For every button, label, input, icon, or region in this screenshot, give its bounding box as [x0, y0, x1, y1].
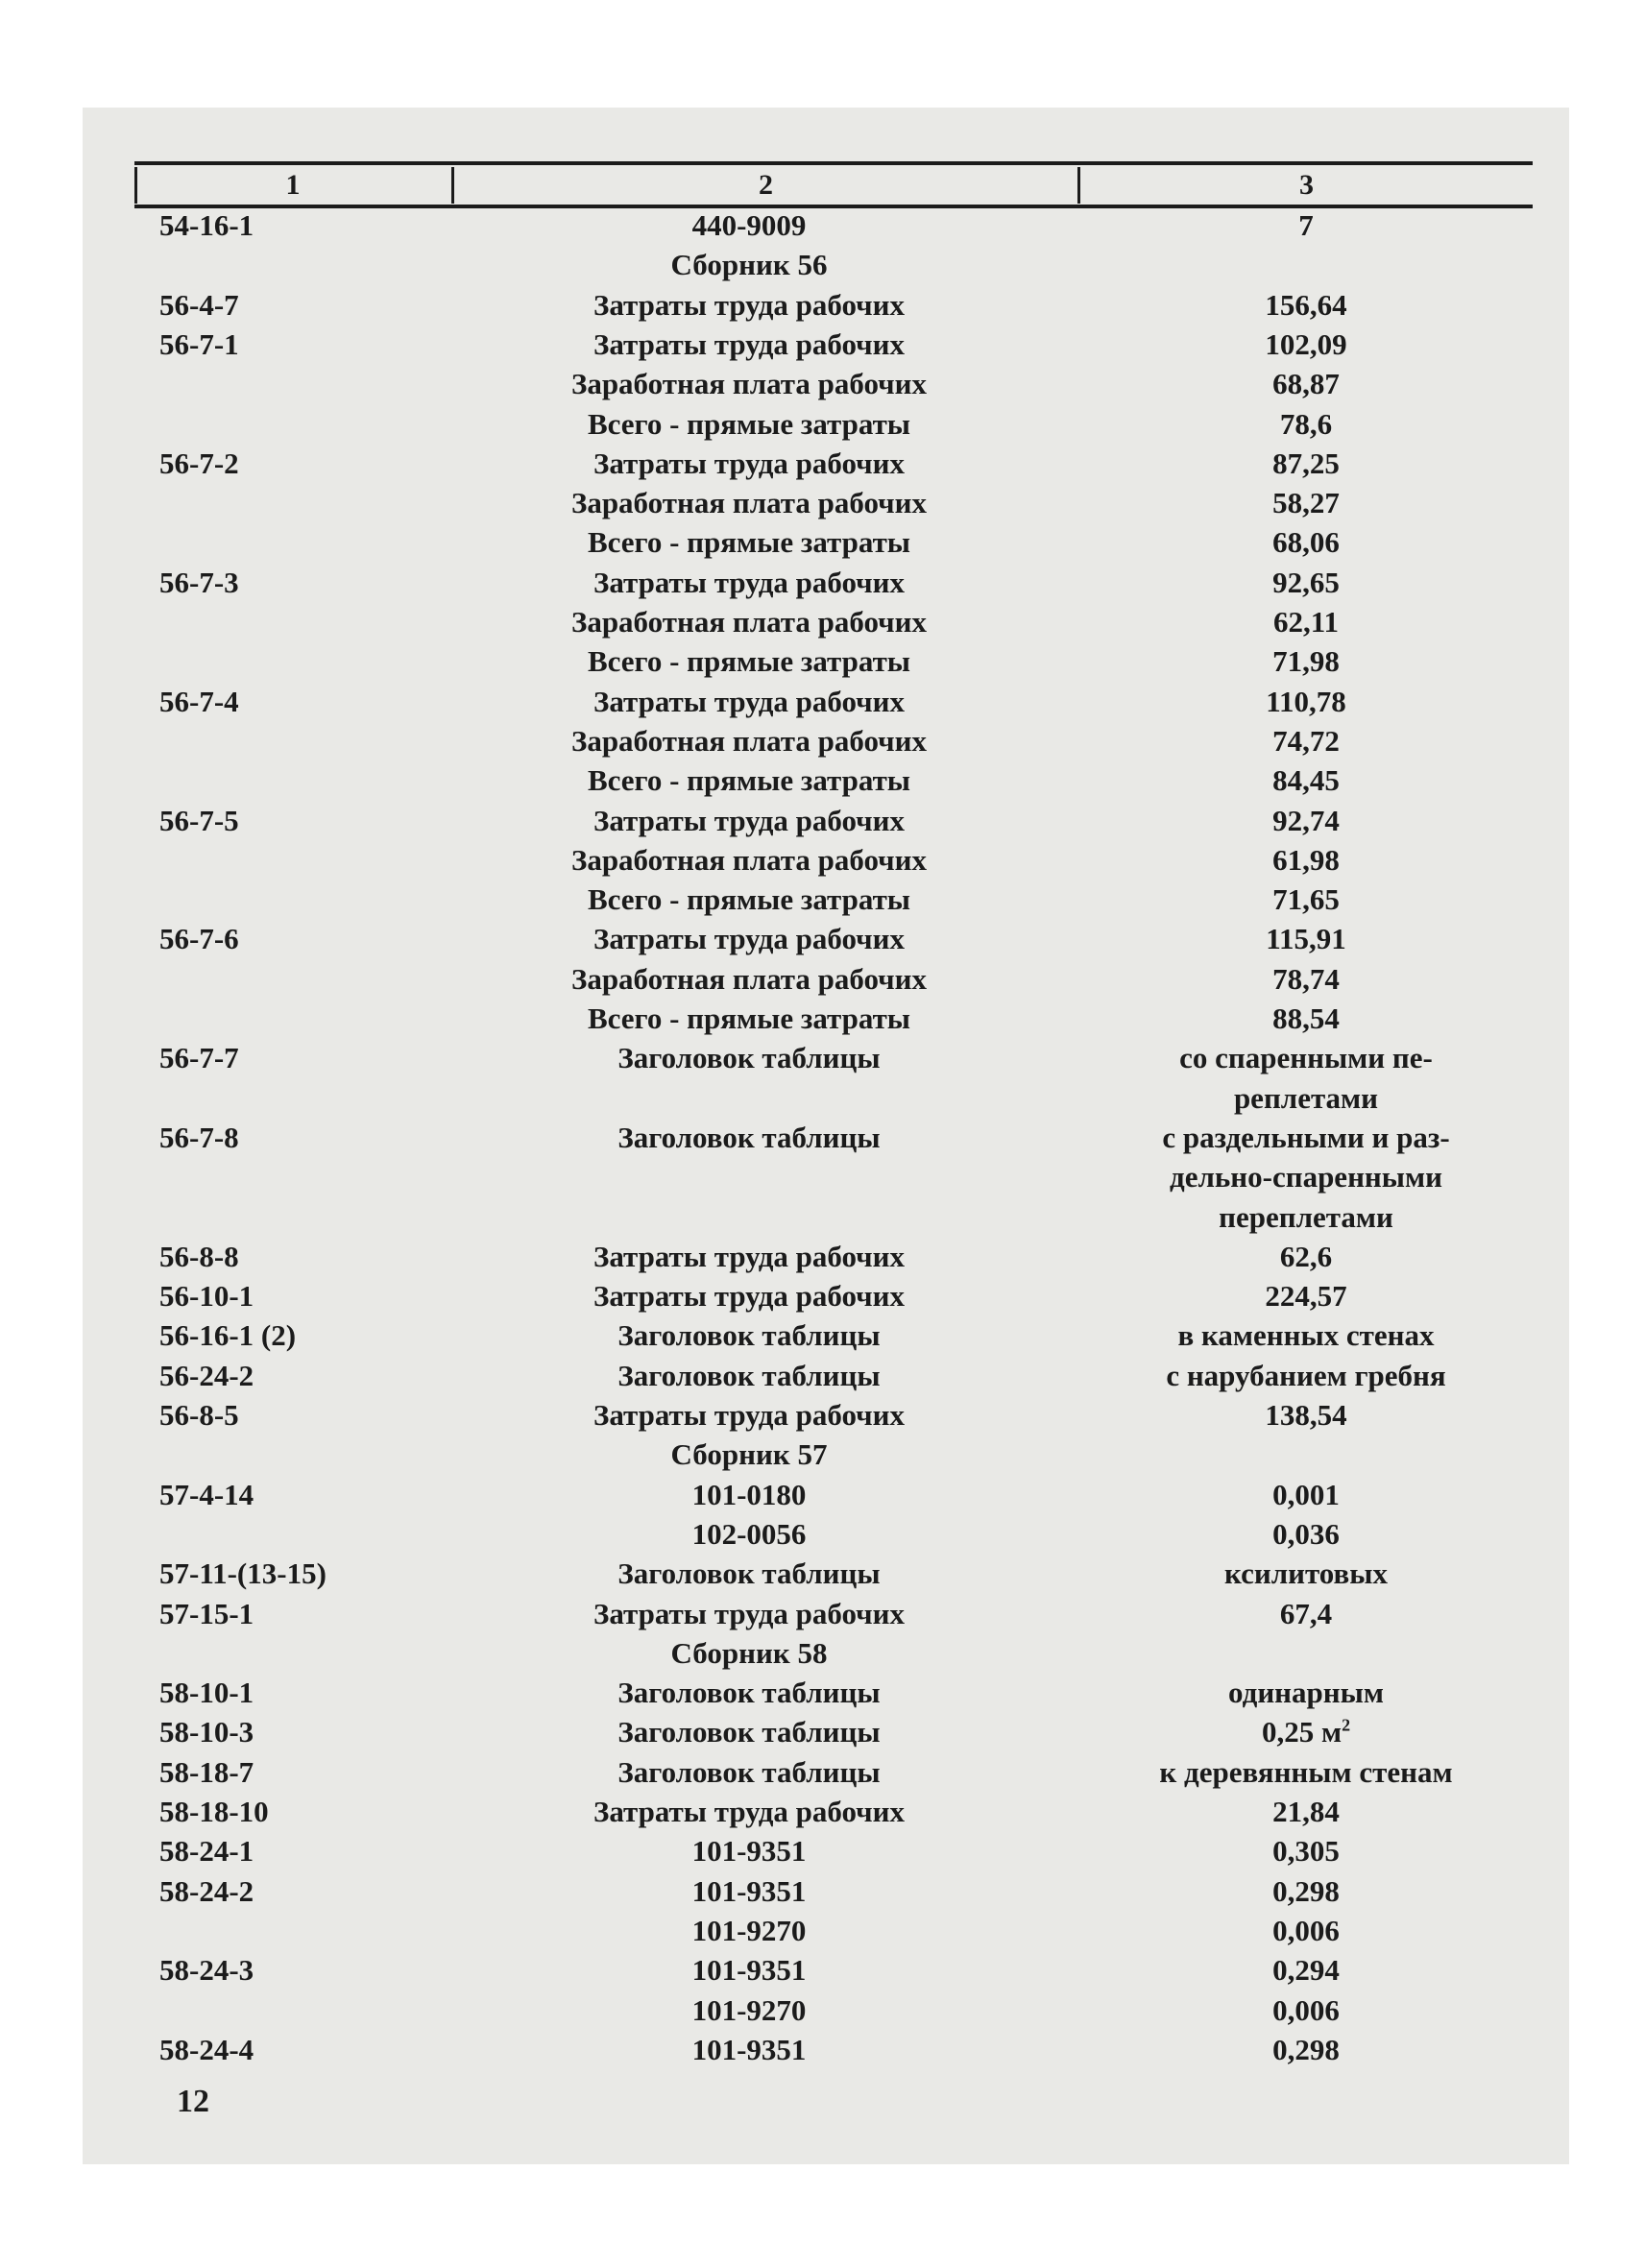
- value-cell: 58,27: [1272, 486, 1340, 520]
- code-cell: 58-18-10: [159, 1795, 269, 1828]
- code-cell: 56-7-5: [159, 803, 239, 837]
- value-cell: 61,98: [1272, 842, 1340, 877]
- description-cell: 101-9351: [691, 1834, 807, 1869]
- value-cell: 0,006: [1272, 1913, 1340, 1947]
- description-cell: Всего - прямые затраты: [587, 406, 911, 441]
- value-cell: 84,45: [1272, 763, 1340, 798]
- table-row: [134, 2030, 1533, 2069]
- table-row: [134, 1871, 1533, 1911]
- table-row: [134, 840, 1533, 880]
- table-row: [134, 1950, 1533, 1990]
- value-cell: 92,74: [1272, 803, 1340, 837]
- table-row: [134, 285, 1533, 325]
- value-cell: ксилитовых: [1224, 1556, 1388, 1591]
- description-cell: Затраты труда рабочих: [593, 287, 906, 322]
- table-row: [134, 760, 1533, 800]
- column-header-2: 2: [759, 169, 773, 201]
- description-cell: Заработная плата рабочих: [570, 367, 928, 401]
- description-cell: Всего - прямые затраты: [587, 882, 911, 917]
- value-cell: 71,98: [1272, 644, 1340, 679]
- table-row: [134, 1197, 1533, 1237]
- table-row: [134, 1991, 1533, 2030]
- value-cell: 92,65: [1272, 565, 1340, 599]
- value-cell: 88,54: [1272, 1001, 1340, 1035]
- table-row: [134, 721, 1533, 760]
- code-cell: 56-16-1 (2): [159, 1318, 297, 1353]
- superscript: 2: [1342, 1716, 1351, 1736]
- value-cell: 68,06: [1272, 525, 1340, 560]
- table-row: [134, 483, 1533, 522]
- code-cell: 58-24-1: [159, 1834, 254, 1869]
- description-cell: Заработная плата рабочих: [570, 605, 928, 639]
- value-cell: 7: [1298, 208, 1314, 242]
- code-cell: 54-16-1: [159, 208, 254, 242]
- value-cell: 0,25 $м^2$: [1261, 1715, 1351, 1749]
- value-cell: 0,006: [1272, 1992, 1340, 2027]
- description-cell: Заработная плата рабочих: [570, 486, 928, 520]
- description-cell: 101-9351: [691, 1873, 807, 1908]
- code-cell: 56-10-1: [159, 1279, 254, 1314]
- code-cell: 57-15-1: [159, 1596, 254, 1630]
- page-number: 12: [177, 2084, 209, 2119]
- description-cell: Заголовок таблицы: [617, 1676, 881, 1710]
- table-row: [134, 205, 1533, 245]
- value-cell: 102,09: [1265, 326, 1347, 361]
- value-cell: 74,72: [1272, 723, 1340, 758]
- section-heading-row: [134, 1633, 1533, 1673]
- description-cell: Заработная плата рабочих: [570, 723, 928, 758]
- table-row: [134, 1752, 1533, 1792]
- description-cell: Затраты труда рабочих: [593, 803, 906, 837]
- code-cell: 58-10-1: [159, 1676, 254, 1710]
- code-cell: 58-24-4: [159, 2032, 254, 2066]
- description-cell: Затраты труда рабочих: [593, 1795, 906, 1828]
- table-row: [134, 1673, 1533, 1712]
- table-row: [134, 682, 1533, 721]
- code-cell: 58-10-3: [159, 1715, 254, 1749]
- table-row: [134, 880, 1533, 919]
- column-header-1: 1: [285, 169, 301, 201]
- table-row: [134, 444, 1533, 483]
- code-cell: 56-7-3: [159, 565, 239, 599]
- description-cell: 101-9351: [691, 1953, 807, 1988]
- value-cell: 115,91: [1266, 922, 1346, 956]
- value-cell: 138,54: [1265, 1398, 1347, 1432]
- table-row: [134, 801, 1533, 840]
- description-cell: Заработная плата рабочих: [570, 842, 928, 877]
- table-row: [134, 959, 1533, 999]
- code-cell: 58-18-7: [159, 1754, 254, 1789]
- value-cell: в каменных стенах: [1177, 1318, 1435, 1353]
- value-cell: 87,25: [1272, 446, 1340, 480]
- description-cell: 101-9270: [691, 1913, 807, 1947]
- code-cell: 58-24-3: [159, 1953, 254, 1988]
- description-cell: Заголовок таблицы: [617, 1318, 881, 1353]
- code-cell: 57-4-14: [159, 1477, 254, 1511]
- code-cell: 56-7-6: [159, 922, 239, 956]
- table-row: [134, 602, 1533, 641]
- code-cell: 56-7-1: [159, 326, 239, 361]
- table-row: [134, 522, 1533, 562]
- table-row: [134, 1395, 1533, 1435]
- description-cell: Заголовок таблицы: [617, 1715, 881, 1749]
- table-row: [134, 1911, 1533, 1950]
- code-cell: 58-24-2: [159, 1873, 254, 1908]
- description-cell: Затраты труда рабочих: [593, 684, 906, 718]
- table-row: [134, 1514, 1533, 1554]
- table-top-rule: [134, 161, 1533, 165]
- table-row: [134, 1118, 1533, 1157]
- value-cell: 110,78: [1266, 684, 1346, 718]
- description-cell: Заработная плата рабочих: [570, 961, 928, 996]
- value-cell: переплетами: [1219, 1199, 1393, 1234]
- description-cell: Заголовок таблицы: [617, 1556, 881, 1591]
- table-row: [134, 1475, 1533, 1514]
- description-cell: Затраты труда рабочих: [593, 922, 906, 956]
- value-cell: 78,74: [1272, 961, 1340, 996]
- value-cell: дельно-спаренными: [1170, 1160, 1442, 1194]
- table-row: [134, 1276, 1533, 1315]
- description-cell: Заголовок таблицы: [617, 1358, 881, 1392]
- value-cell: реплетами: [1233, 1080, 1379, 1115]
- section-heading: Сборник 58: [670, 1635, 828, 1670]
- section-heading: Сборник 56: [670, 248, 828, 282]
- description-cell: Затраты труда рабочих: [593, 565, 906, 599]
- description-cell: Заголовок таблицы: [617, 1754, 881, 1789]
- table-row: [134, 1078, 1533, 1118]
- description-cell: 102-0056: [691, 1516, 807, 1551]
- value-cell: 21,84: [1272, 1795, 1340, 1828]
- description-cell: Затраты труда рабочих: [593, 446, 906, 480]
- description-cell: Всего - прямые затраты: [587, 1001, 911, 1035]
- code-cell: 56-4-7: [159, 287, 239, 322]
- value-cell: 0,298: [1272, 2032, 1340, 2066]
- description-cell: 101-0180: [691, 1477, 807, 1511]
- value-cell: с раздельными и раз-: [1162, 1120, 1450, 1154]
- code-cell: 56-7-2: [159, 446, 239, 480]
- code-cell: 57-11-(13-15): [159, 1556, 327, 1591]
- value-cell: с нарубанием гребня: [1166, 1358, 1446, 1392]
- table-row: [134, 1237, 1533, 1276]
- value-cell: 62,6: [1279, 1239, 1333, 1273]
- description-cell: Затраты труда рабочих: [593, 326, 906, 361]
- description-cell: 101-9351: [691, 2032, 807, 2066]
- value-cell: одинарным: [1228, 1676, 1384, 1710]
- section-heading: Сборник 57: [670, 1437, 828, 1472]
- value-cell: 0,305: [1272, 1834, 1340, 1869]
- table-row: [134, 1315, 1533, 1355]
- table-row: [134, 1792, 1533, 1831]
- table-row: [134, 1594, 1533, 1633]
- code-cell: 56-7-8: [159, 1120, 239, 1154]
- description-cell: 440-9009: [691, 208, 807, 242]
- table-row: [134, 1038, 1533, 1077]
- description-cell: Затраты труда рабочих: [593, 1398, 906, 1432]
- code-cell: 56-24-2: [159, 1358, 254, 1392]
- table-row: [134, 999, 1533, 1038]
- column-header-3: 3: [1299, 169, 1314, 201]
- value-cell: 156,64: [1265, 287, 1347, 322]
- table-row: [134, 364, 1533, 403]
- value-cell: 0,298: [1272, 1873, 1340, 1908]
- description-cell: 101-9270: [691, 1992, 807, 2027]
- section-heading-row: [134, 1435, 1533, 1474]
- table-row: [134, 1712, 1533, 1751]
- description-cell: Всего - прямые затраты: [587, 763, 911, 798]
- value-cell: со спаренными пе-: [1179, 1041, 1433, 1075]
- table-row: [134, 1356, 1533, 1395]
- description-cell: Затраты труда рабочих: [593, 1279, 906, 1314]
- table-row: [134, 1831, 1533, 1870]
- value-cell: к деревянным стенам: [1159, 1754, 1453, 1789]
- value-cell: 0,294: [1272, 1953, 1340, 1988]
- description-cell: Всего - прямые затраты: [587, 644, 911, 679]
- value-cell: 0,036: [1272, 1516, 1340, 1551]
- code-cell: 56-7-4: [159, 684, 239, 718]
- table-row: [134, 1554, 1533, 1593]
- value-cell: 71,65: [1272, 882, 1340, 917]
- value-cell: 68,87: [1272, 367, 1340, 401]
- value-cell: 62,11: [1272, 605, 1340, 639]
- table-row: [134, 919, 1533, 958]
- code-cell: 56-8-5: [159, 1398, 239, 1432]
- code-cell: 56-8-8: [159, 1239, 239, 1273]
- description-cell: Заголовок таблицы: [617, 1120, 881, 1154]
- description-cell: Всего - прямые затраты: [587, 525, 911, 560]
- table-row: [134, 325, 1533, 364]
- value-cell: 67,4: [1279, 1596, 1333, 1630]
- section-heading-row: [134, 245, 1533, 284]
- value-cell: 0,001: [1272, 1477, 1340, 1511]
- description-cell: Затраты труда рабочих: [593, 1596, 906, 1630]
- table-row: [134, 404, 1533, 444]
- table-row: [134, 1157, 1533, 1196]
- description-cell: Затраты труда рабочих: [593, 1239, 906, 1273]
- description-cell: Заголовок таблицы: [617, 1041, 881, 1075]
- table-row: [134, 563, 1533, 602]
- code-cell: 56-7-7: [159, 1041, 239, 1075]
- value-cell: 78,6: [1279, 406, 1333, 441]
- table-row: [134, 641, 1533, 681]
- value-cell: 224,57: [1265, 1279, 1347, 1314]
